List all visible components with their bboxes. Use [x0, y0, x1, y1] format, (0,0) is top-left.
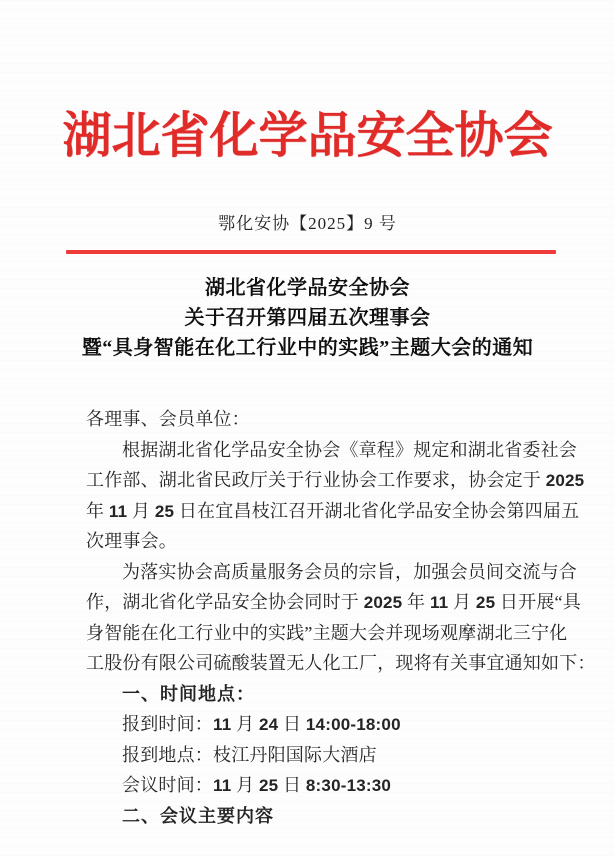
notice-title-line: 湖北省化学品安全协会 [205, 277, 410, 299]
salutation [86, 404, 536, 435]
org-title: 湖北省化学品安全协会 [62, 108, 553, 163]
notice-title-line: 暨“具身智能在化工行业中的实践”主题大会的通知 [81, 337, 534, 359]
text-line: 身智能在化工行业中的实践”主题大会并现场观摩湖北三宁化 [86, 622, 568, 643]
text-line: 工股份有限公司硫酸装置无人化工厂，现将有关事宜通知如下： [86, 653, 596, 673]
text-line: 一、时间地点： [122, 683, 255, 704]
document-body [86, 404, 596, 831]
red-divider-line [66, 250, 556, 254]
text-line: 报到地点：枝江丹阳国际大酒店 [122, 744, 377, 765]
paragraph-theme-event [86, 557, 596, 679]
line-meeting-time [86, 770, 536, 801]
text-line: 作，湖北省化学品安全协会同时于 2025 年 11 月 25 日开展“具 [86, 592, 581, 612]
doc-number: 鄂化安协【2025】9 号 [218, 214, 397, 233]
notice-title-line: 关于召开第四届五次理事会 [184, 307, 431, 329]
text-line: 为落实协会高质量服务会员的宗旨，加强会员间交流与合 [122, 561, 577, 582]
text-line: 报到时间：11 月 24 日 14:00-18:00 [122, 714, 401, 734]
text-line: 根据湖北省化学品安全协会《章程》规定和湖北省委社会 [122, 439, 577, 460]
notice-title [0, 273, 615, 363]
line-checkin-place [86, 740, 536, 771]
line-checkin-time [86, 709, 536, 740]
section-heading-agenda [86, 801, 536, 832]
text-line: 会议时间：11 月 25 日 8:30-13:30 [122, 775, 392, 795]
text-line: 工作部、湖北省民政厅关于行业协会工作要求，协会定于 2025 [86, 470, 585, 490]
text-line: 二、会议主要内容 [122, 805, 274, 826]
text-line: 年 11 月 25 日在宜昌枝江召开湖北省化学品安全协会第四届五 [86, 500, 580, 521]
section-heading-time-place [86, 679, 536, 710]
text-line: 各理事、会员单位： [86, 409, 250, 429]
paragraph-meeting-basis [86, 435, 585, 557]
text-line: 次理事会。 [86, 531, 177, 551]
